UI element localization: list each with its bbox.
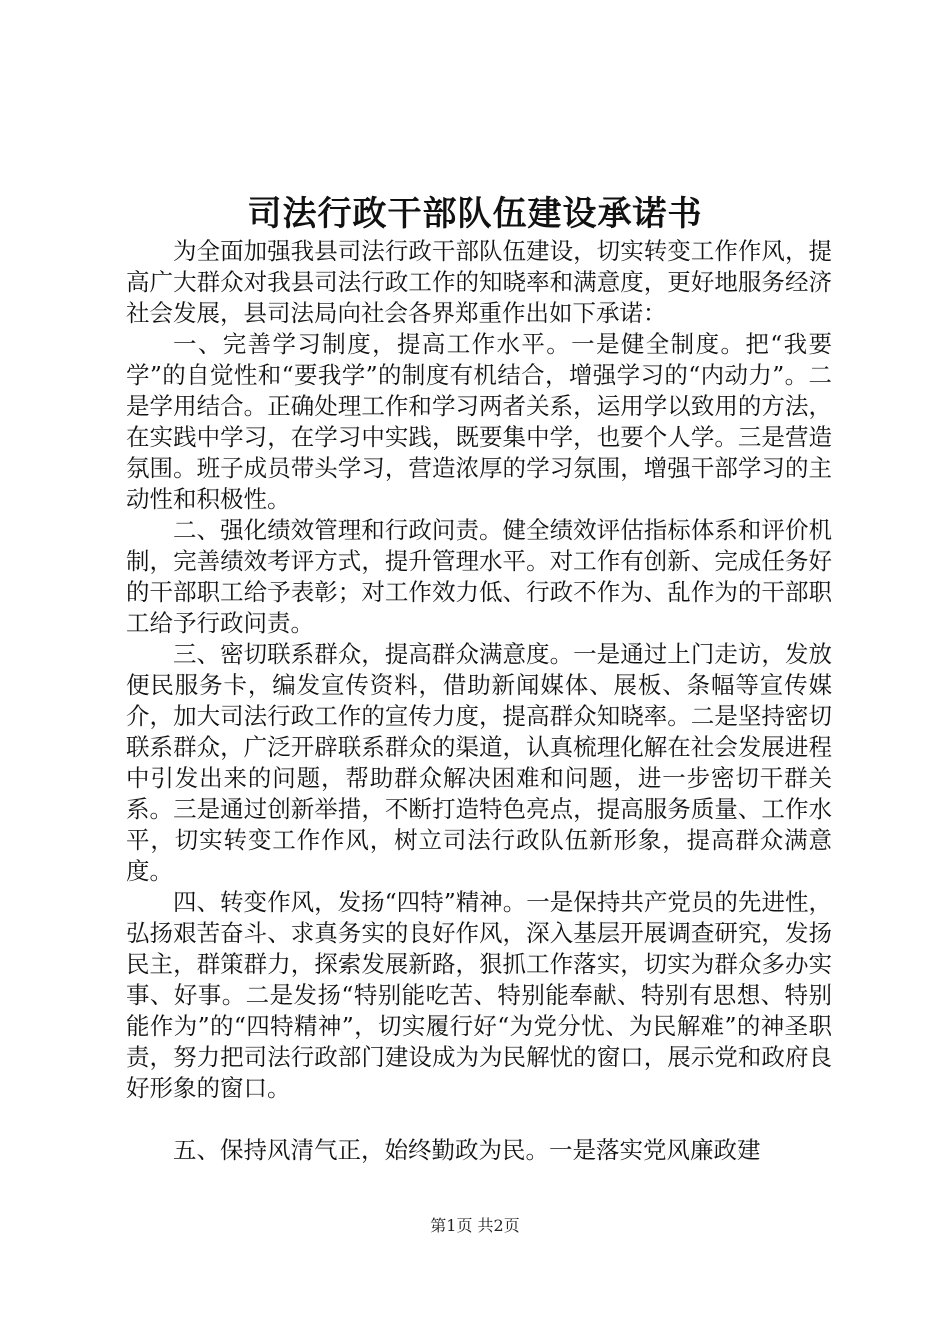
paragraph-section-1: 一、完善学习制度，提高工作水平。一是健全制度。把“我要学”的自觉性和“要我学”的制度有机结合，增强学习的“内动力”。二是学用结合。正确处理工作和学习两者关系，运用学以致用的方法，在实践中学习，在学习中实践，既要集中学，也要个人学。三是营造氛围。班子成员带头学习，营造浓厚的学习氛围，增强干部学习的主动性和积极性。 [126, 330, 832, 513]
document-body [126, 236, 832, 1166]
page-number-footer: 第1页 共2页 [430, 1216, 520, 1235]
document-title: 司法行政干部队伍建设承诺书 [247, 194, 703, 234]
paragraph-section-3: 三、密切联系群众，提高群众满意度。一是通过上门走访，发放便民服务卡，编发宣传资料，借助新闻媒体、展板、条幅等宣传媒介，加大司法行政工作的宣传力度，提高群众知晓率。二是坚持密切联系群众，广泛开辟联系群众的渠道，认真梳理化解在社会发展进程中引发出来的问题，帮助群众解决困难和问题，进一步密切干群关系。三是通过创新举措，不断打造特色亮点，提高服务质量、工作水平，切实转变工作作风，树立司法行政队伍新形象，提高群众满意度。 [126, 640, 832, 885]
paragraph-intro: 为全面加强我县司法行政干部队伍建设，切实转变工作作风，提高广大群众对我县司法行政工作的知晓率和满意度，更好地服务经济社会发展，县司法局向社会各界郑重作出如下承诺： [126, 237, 832, 327]
paragraph-section-5: 五、保持风清气正，始终勤政为民。一是落实党风廉政建 [173, 1136, 761, 1164]
paragraph-section-4: 四、转变作风，发扬“四特”精神。一是保持共产党员的先进性，弘扬艰苦奋斗、求真务实的良好作风，深入基层开展调查研究，发扬民主，群策群力，探索发展新路，狠抓工作落实，切实为群众多办实事、好事。二是发扬“特别能吃苦、特别能奉献、特别有思想、特别能作为”的“四特精神”，切实履行好“为党分忧、为民解难”的神圣职责，努力把司法行政部门建设成为为民解忧的窗口，展示党和政府良好形象的窗口。 [126, 888, 832, 1102]
paragraph-section-2: 二、强化绩效管理和行政问责。健全绩效评估指标体系和评价机制，完善绩效考评方式，提升管理水平。对工作有创新、完成任务好的干部职工给予表彰；对工作效力低、行政不作为、乱作为的干部职工给予行政问责。 [126, 516, 832, 637]
